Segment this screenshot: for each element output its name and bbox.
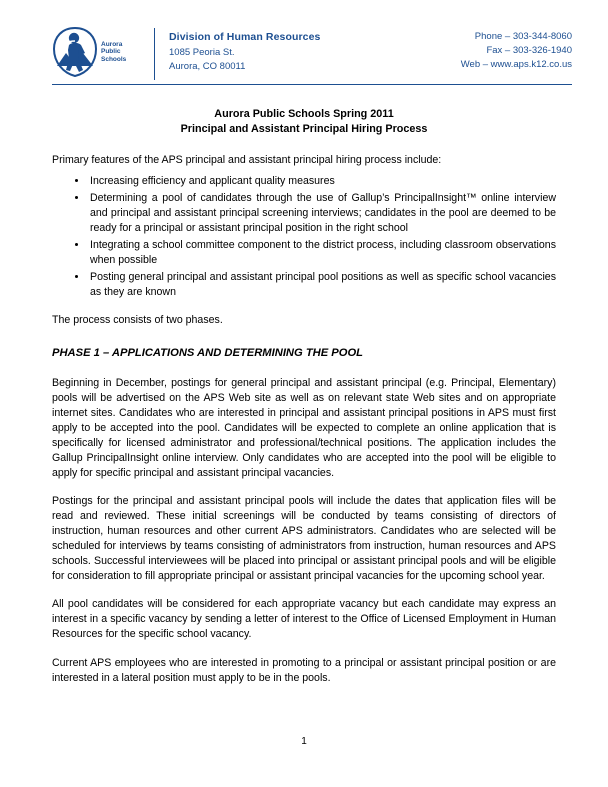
phone-line: Phone – 303-344-8060	[474, 31, 572, 42]
address-line-2: Aurora, CO 80011	[169, 60, 246, 72]
fax-line: Fax – 303-326-1940	[486, 44, 572, 56]
letterhead-divider	[154, 28, 155, 80]
logo-word-3: Schools	[101, 55, 127, 63]
department-address	[169, 26, 461, 74]
document-body	[0, 107, 608, 686]
logo-block	[52, 26, 152, 78]
logo-wordmark	[101, 41, 126, 63]
list-item: • Posting general principal and assistant principal pool positions as well as specific school vacancies as they are known	[88, 270, 556, 300]
body-paragraph-2: Postings for the principal and assistant principal pools will include the dates that application files will be read and reviewed. These initial screenings will be conducted by teams consisting of directors of instruction, human resources and other current APS administrators. Candidates who are selected will be scheduled for interviews by teams consisting of administrators from instruction, human resources and APS schools. Successful interviewees will be placed into principal or assistant principal pools and will be eligible for consideration to fill appropriate principal or assistant principal vacancies for the upcoming school year.	[52, 495, 556, 583]
page-number: 1	[301, 736, 307, 747]
page-title-line-1: Aurora Public Schools Spring 2011	[214, 108, 394, 120]
contact-info	[461, 26, 572, 71]
address-line-1: 1085 Peoria St.	[169, 47, 235, 59]
aurora-public-schools-logo-icon	[52, 26, 98, 78]
logo-word-2: Public	[101, 48, 121, 56]
list-item: • Determining a pool of candidates through the use of Gallup’s PrincipalInsight™ online interview and principal and assistant principal screening interviews; candidates in the pool are deemed to be ready for a principal or assistant principal position in the right school	[88, 191, 556, 236]
page-title-line-2: Principal and Assistant Principal Hiring Process	[180, 122, 428, 135]
body-paragraph-4: Current APS employees who are interested in promoting to a principal or assistant principal position or are interested in a lateral position must apply to be in the pools.	[52, 656, 556, 684]
list-item: • Increasing efficiency and applicant quality measures	[88, 174, 556, 189]
body-paragraph-3: All pool candidates will be considered for each appropriate vacancy but each candidate may express an interest in a specific vacancy by sending a letter of interest to the Office of Licensed Employment in Human Resources for the specific school vacancy.	[52, 598, 556, 641]
body-paragraph-1: Beginning in December, postings for general principal and assistant principal (e.g. Principal, Elementary) pools will be advertised on the APS Web site as well as on relevant state Web sites and on appropriate internet sites. Candidates who are interested in principal and assistant principal positions in APS must first apply to be accepted into the pool. Candidates will be expected to complete an online application that is specifically for licensed administrator and professional/technical positions. The application includes the Gallup PrincipalInsight online interview. Only candidates who are accepted into the pool will be eligible to apply for specific principal and assistant principal vacancies.	[52, 377, 556, 480]
features-list	[52, 174, 556, 300]
letterhead	[0, 0, 608, 78]
department-name: Division of Human Resources	[169, 31, 321, 43]
list-item: • Integrating a school committee component to the district process, including classroom observations when possible	[88, 238, 556, 268]
phases-note: The process consists of two phases.	[52, 314, 223, 327]
letterhead-rule	[52, 84, 572, 85]
phase-1-heading: PHASE 1 – APPLICATIONS AND DETERMINING THE POOL	[52, 347, 363, 360]
web-line: Web – www.aps.k12.co.us	[460, 58, 572, 70]
intro-paragraph: Primary features of the APS principal and assistant principal hiring process include:	[52, 153, 442, 166]
logo-word-1: Aurora	[101, 40, 123, 48]
page-title	[52, 107, 556, 137]
